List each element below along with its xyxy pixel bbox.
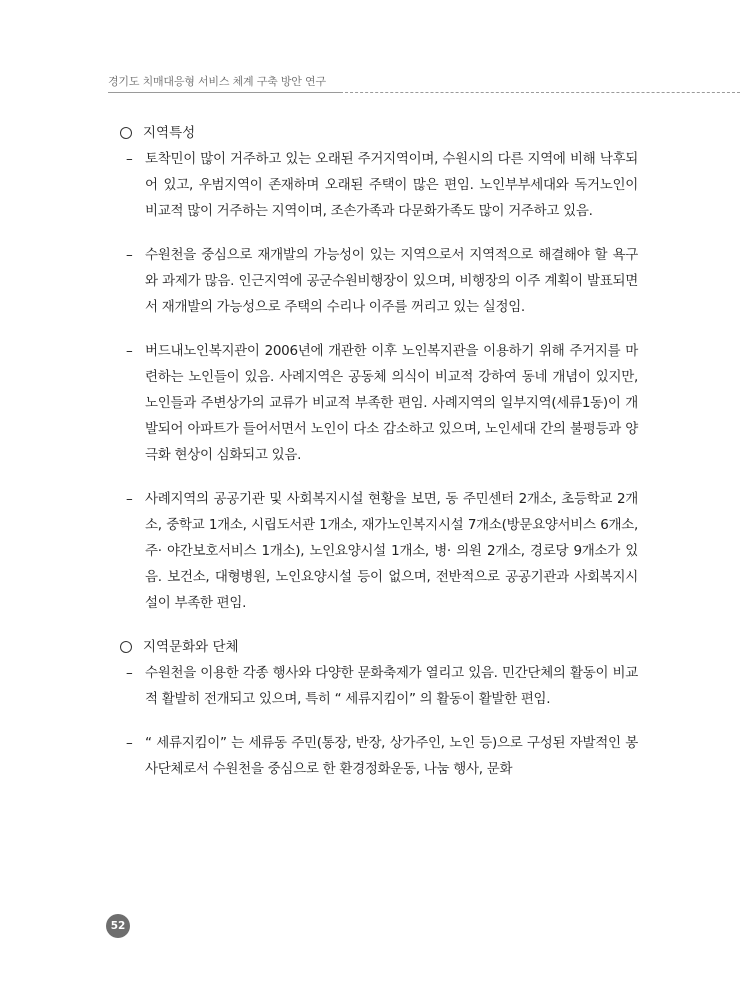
dash-bullet-icon: – xyxy=(126,343,133,359)
list-item-text: 수원천을 이용한 각종 행사와 다양한 문화축제가 열리고 있음. 민간단체의 활동이 비교적 활발히 전개되고 있으며, 특히 “ 세류지킴이” 의 활동이 활발한 편임. xyxy=(145,665,638,707)
list-item-text: 토착민이 많이 거주하고 있는 오래된 주거지역이며, 수원시의 다른 지역에 비해 낙후되어 있고, 우범지역이 존재하며 오래된 주택이 많은 편임. 노인부부세대와 독거노인이 비교적 많이 거주하는 지역이며, 조손가족과 다문화가족도 많이 거주하고 있음. xyxy=(145,151,638,219)
list-item-text: “ 세류지킴이” 는 세류동 주민(통장, 반장, 상가주인, 노인 등)으로 구성된 자발적인 봉사단체로서 수원천을 중심으로 한 환경정화운동, 나눔 행사, 문화 xyxy=(145,735,638,777)
header-rule-dashed xyxy=(340,92,740,93)
page-number-badge: 52 xyxy=(106,914,130,938)
circle-bullet-icon xyxy=(120,641,132,653)
list-item xyxy=(118,660,638,712)
section-heading xyxy=(118,634,638,660)
list-item xyxy=(118,242,638,320)
list-item xyxy=(118,338,638,468)
list-item xyxy=(118,146,638,224)
section-regional-culture xyxy=(118,634,638,782)
list-item xyxy=(118,730,638,782)
dash-bullet-icon: – xyxy=(126,735,133,751)
section-heading-text: 지역특성 xyxy=(143,125,196,141)
list-item-text: 버드내노인복지관이 2006년에 개관한 이후 노인복지관을 이용하기 위해 주거지를 마련하는 노인들이 있음. 사례지역은 공동체 의식이 비교적 강하여 동네 개념이 있지만, 노인들과 주변상가의 교류가 비교적 부족한 편임. 사례지역의 일부지역(세류1동)이 개발되어 아파트가 들어서면서 노인이 다소 감소하고 있으며, 노인세대 간의 불평등과 양극화 현상이 심화되고 있음. xyxy=(145,343,638,463)
header-rule-solid xyxy=(108,92,340,93)
running-header: 경기도 치매대응형 서비스 체계 구축 방안 연구 xyxy=(108,75,326,88)
section-regional-characteristics xyxy=(118,120,638,616)
list-item-text: 사례지역의 공공기관 및 사회복지시설 현황을 보면, 동 주민센터 2개소, 초등학교 2개소, 중학교 1개소, 시립도서관 1개소, 재가노인복지시설 7개소(방문요양서비스 6개소, 주· 야간보호서비스 1개소), 노인요양시설 1개소, 병· 의원 2개소, 경로당 9개소가 있음. 보건소, 대형병원, 노인요양시설 등이 없으며, 전반적으로 공공기관과 사회복지시설이 부족한 편임. xyxy=(145,491,638,611)
section-heading xyxy=(118,120,638,146)
section-heading-text: 지역문화와 단체 xyxy=(143,639,239,655)
list-item-text: 수원천을 중심으로 재개발의 가능성이 있는 지역으로서 지역적으로 해결해야 할 욕구와 과제가 많음. 인근지역에 공군수원비행장이 있으며, 비행장의 이주 계획이 발표되면서 재개발의 가능성으로 주택의 수리나 이주를 꺼리고 있는 실정임. xyxy=(145,247,638,315)
dash-bullet-icon: – xyxy=(126,491,133,507)
dash-bullet-icon: – xyxy=(126,247,133,263)
circle-bullet-icon xyxy=(120,127,132,139)
document-body xyxy=(118,120,638,800)
dash-bullet-icon: – xyxy=(126,665,133,681)
dash-bullet-icon: – xyxy=(126,151,133,167)
list-item xyxy=(118,486,638,616)
